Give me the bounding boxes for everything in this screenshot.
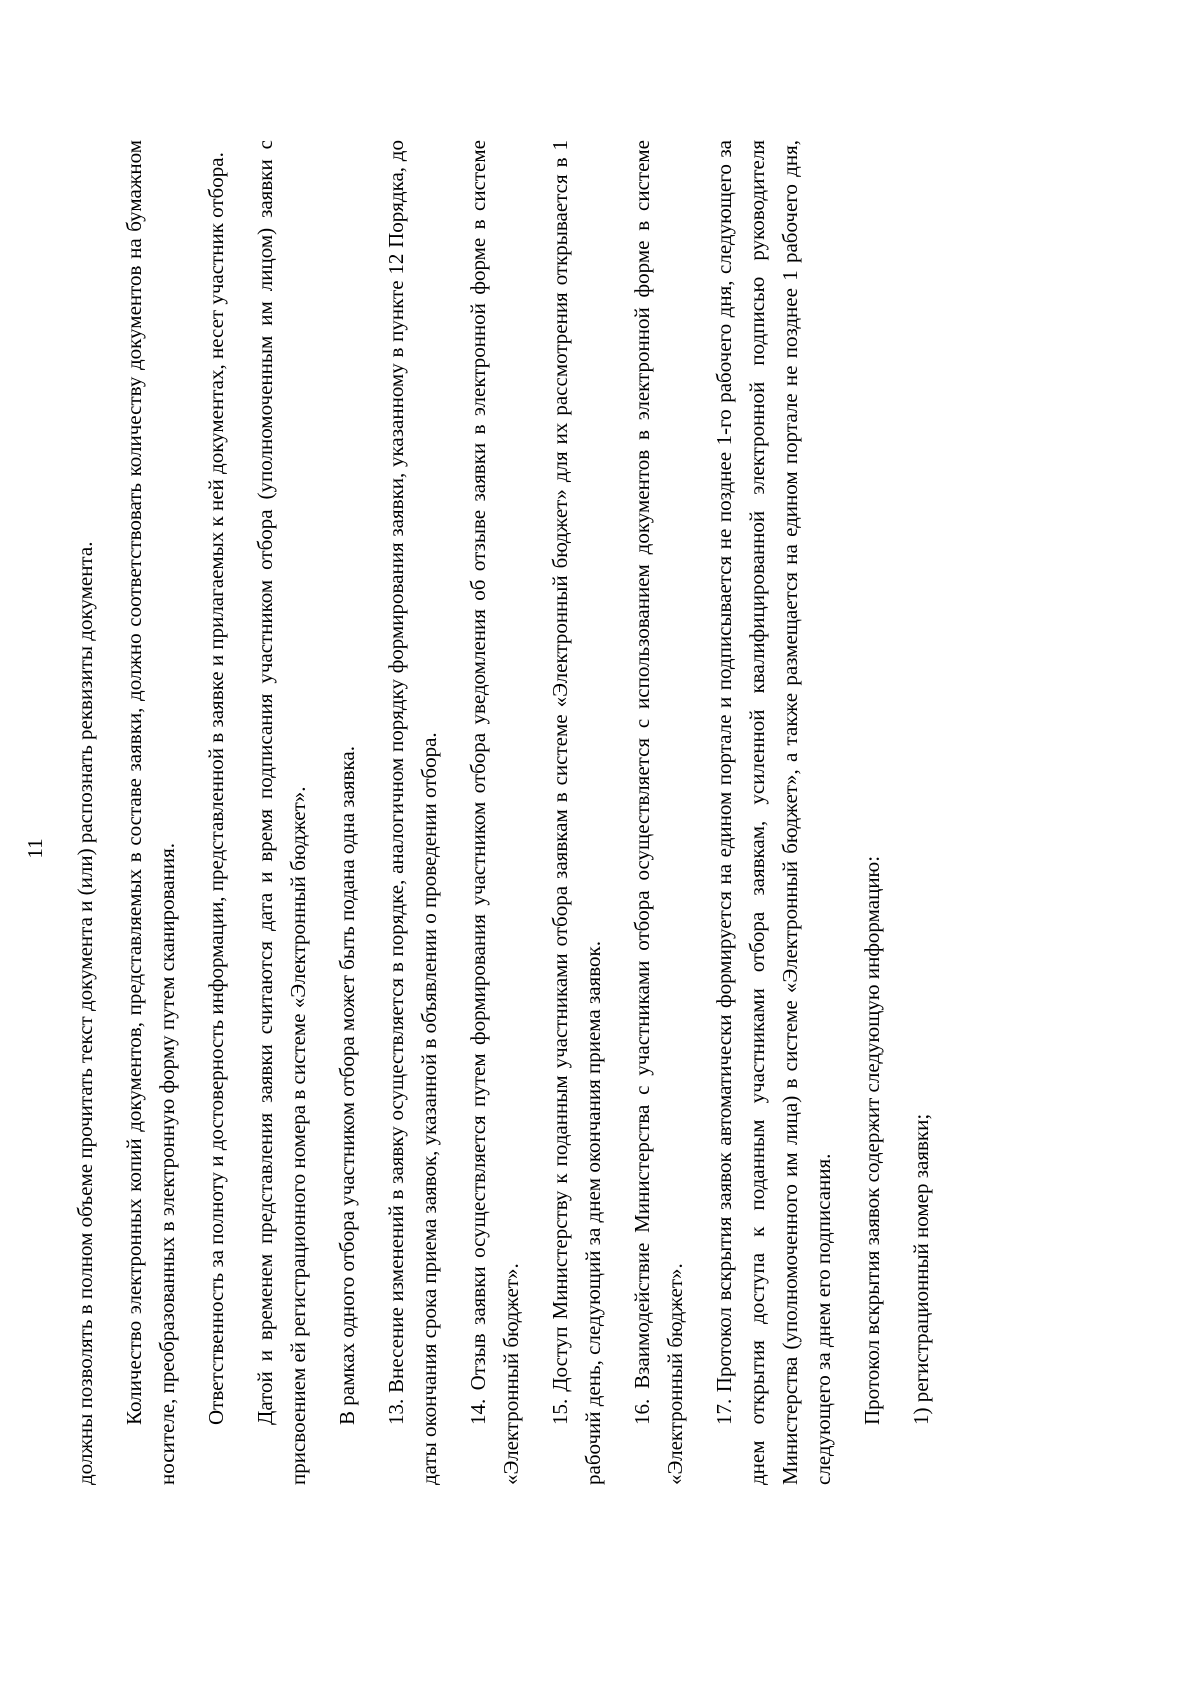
paragraph-protocol-contents: Протокол вскрытия заявок содержит следующую информацию: [860,855,884,1425]
paragraph-item-14: 14. Отзыв заявки осуществляется путем формирования участником отбора уведомления об отзыве заявки в электронной форме в системе «Электронный бюджет». [466,140,523,1485]
document-body [69,140,954,1485]
paragraph-item-17: 17. Протокол вскрытия заявок автоматически формируется на едином портале и подписывается не позднее 1-го рабочего дня, следующего за днем открытия доступа к поданным участниками отбора заявкам, усиленной квалифицированной электронной подписью руководителя Министерства (уполномоченного им лица) в системе «Электронный бюджет», а также размещается на едином портале не позднее 1 рабочего дня, следующего за днем его подписания. [712,140,835,1485]
list-item-registration-number: 1) регистрационный номер заявки; [909,1113,933,1425]
paragraph-continuation: должны позволять в полном объеме прочитать текст документа и (или) распознать реквизиты документа. [73,541,97,1485]
paragraph-submission-date: Датой и временем представления заявки считаются дата и время подписания участником отбора (уполномоченным им лицом) заявки с присвоением ей регистрационного номера в системе «Электронный бюджет». [253,140,310,1485]
paragraph-item-16: 16. Взаимодействие Министерства с участниками отбора осуществляется с использованием документов в электронной форме в системе «Электронный бюджет». [630,140,687,1485]
paragraph-responsibility: Ответственность за полноту и достоверность информации, представленной в заявке и прилагаемых к ней документах, несет участник отбора. [204,152,228,1425]
paragraph-item-13: 13. Внесение изменений в заявку осуществляется в порядке, аналогичном порядку формирования заявки, указанному в пункте 12 Порядка, до даты окончания срока приема заявок, указанной в объявлении о проведении отбора. [384,140,441,1485]
page-number: 11 [23,838,47,859]
paragraph-one-application: В рамках одного отбора участником отбора может быть подана одна заявка. [335,746,359,1425]
paragraph-item-15: 15. Доступ Министерству к поданным участниками отбора заявкам в системе «Электронный бюджет» для их рассмотрения открывается в 1 рабочий день, следующий за днем окончания приема заявок. [548,140,605,1485]
paragraph-copies-count: Количество электронных копий документов, представляемых в составе заявки, должно соответствовать количеству документов на бумажном носителе, преобразованных в электронную форму путем сканирования. [122,140,179,1485]
